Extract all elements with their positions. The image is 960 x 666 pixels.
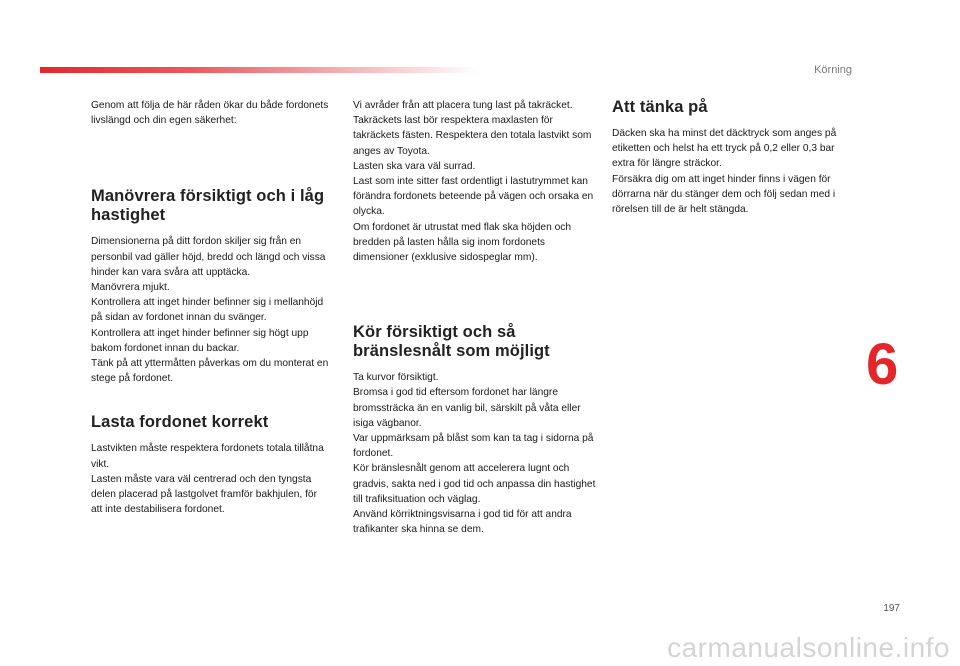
chapter-number: 6 [866, 332, 899, 397]
heading-remember: Att tänka på [612, 98, 708, 116]
header-accent-bar [40, 67, 480, 73]
roof-rack-text: Vi avråder från att placera tung last på takräcket. Takräckets last bör respektera maxlasten för takräckets fästen. Respektera den totala lastvikt som anges av Toyota. Lasten ska vara väl surrad. Last som inte sitter fast ordentligt i lastutrymmet kan förändra fordonets beteende på vägen och orsaka en olycka. Om fordonet är utrustat med flak ska höjden och bredden på lasten hålla sig inom fordonets dimensioner (exklusive sidospeglar mm). [353, 100, 594, 264]
loading-text: Lastvikten måste respektera fordonets totala tillåtna vikt. Lasten måste vara väl centrerad och den tyngsta delen placerad på lastgolvet framför bakhjulen, för att inte destabilisera fordonet. [91, 443, 324, 516]
drive-carefully-text: Ta kurvor försiktigt. Bromsa i god tid eftersom fordonet har längre bromssträcka än en vanlig bil, särskilt på våta eller isiga vägbanor. Var uppmärksam på blåst som kan ta tag i sidorna på fordonet. Kör bränslesnålt genom att accelerera lugnt och gradvis, sakta ned i god tid och anpassa din hastighet till trafiksituation och väglag. Använd körriktningsvisarna i god tid för att andra trafikanter ska hinna se dem. [353, 372, 596, 536]
heading-maneuver: Manövrera försiktigt och i låg hastighet [91, 187, 325, 225]
maneuver-text: Dimensionerna på ditt fordon skiljer sig från en personbil vad gäller höjd, bredd och längd och vissa hinder kan vara svåra att upptäcka. Manövrera mjukt. Kontrollera att inget hinder befinner sig i mellanhöjd på sidan av fordonet innan du svänger. Kontrollera att inget hinder befinner sig högt upp bakom fordonet innan du backar. Tänk på att yttermåtten påverkas om du monterat en stege på fordonet. [91, 236, 329, 385]
column-2 [353, 98, 598, 537]
section-label: Körning [814, 64, 852, 76]
column-1 [91, 98, 331, 517]
column-3 [612, 98, 852, 217]
remember-text: Däcken ska ha minst det däcktryck som anges på etiketten och helst ha ett tryck på 0,2 eller 0,3 bar extra för längre sträckor. Försäkra dig om att inget hinder finns i vägen för dörrarna när du stänger dem och följ sedan med i rörelsen till de är helt stängda. [612, 128, 837, 216]
watermark-logo: carmanualsonline.info [667, 632, 950, 663]
intro-paragraph: Genom att följa de här råden ökar du både fordonets livslängd och din egen säkerhet: [91, 100, 329, 127]
heading-drive-carefully: Kör försiktigt och så bränslesnålt som möjligt [353, 323, 550, 361]
page-number: 197 [883, 603, 900, 614]
heading-loading: Lasta fordonet korrekt [91, 413, 269, 432]
